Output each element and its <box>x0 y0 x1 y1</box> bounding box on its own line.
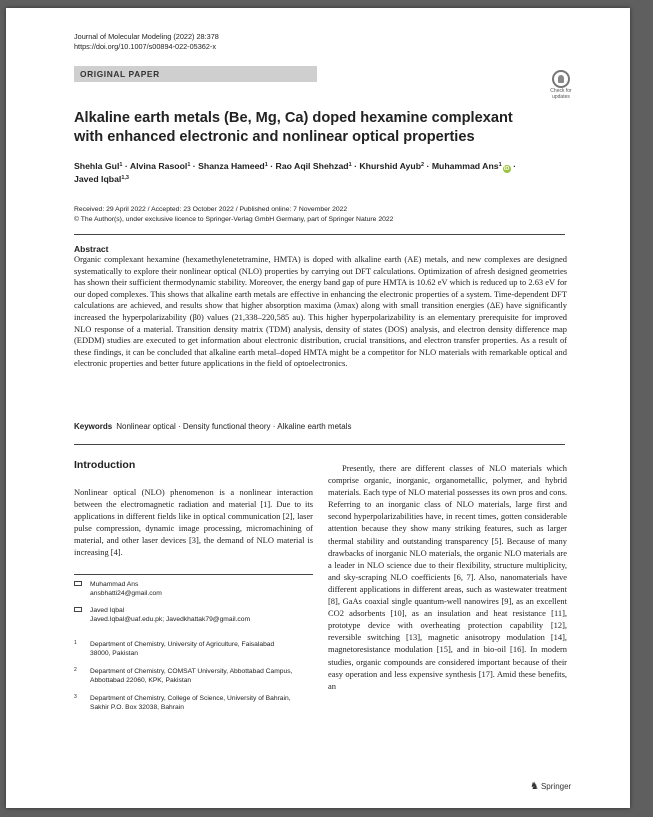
check-for-updates-icon <box>552 70 570 88</box>
affiliation-number: 2 <box>74 667 77 673</box>
keywords-label: Keywords <box>74 422 113 431</box>
contact-name: Javed Iqbal <box>90 607 125 614</box>
divider <box>74 234 565 235</box>
affiliation-text: Department of Chemistry, College of Science, University of Bahrain, Sakhir P.O. Box 32038, Bahrain <box>90 695 291 711</box>
paper-page <box>6 8 630 808</box>
article-title: Alkaline earth metals (Be, Mg, Ca) doped hexamine complexant with enhanced electronic and nonlinear optical properties <box>74 110 513 145</box>
author[interactable]: Shanza Hameed$^1$ <box>198 161 268 171</box>
author-list <box>74 160 554 186</box>
publication-dates <box>74 205 393 224</box>
author-line-1: Shehla Gul$^1$ · Alvina Rasool$^1$ · Shanza Hameed$^1$ · Rao Aqil Shehzad$^1$ · Khurshid Ayub$^2$ · Muhammad Ans$^1$iD · <box>74 161 516 172</box>
journal-line: Journal of Molecular Modeling (2022) 28:378 <box>74 32 219 41</box>
author[interactable]: Khurshid Ayub$^2$ <box>359 161 425 171</box>
springer-horse-icon: ♞ <box>530 781 539 792</box>
keywords <box>74 422 351 431</box>
contact-name: Muhammad Ans <box>90 581 139 588</box>
orcid-icon[interactable]: iD <box>503 166 510 172</box>
author[interactable]: Muhammad Ans$^1$ <box>431 161 502 171</box>
intro-left-paragraph: Nonlinear optical (NLO) phenomenon is a nonlinear interaction between the electromagnetic radiation and material [1]. Due to its applications in different fields like in optical communication [2], laser pulse compression, dynamic image processing, micromachining of material, and other laser devices [3], the demand of NLO material is increasing [4]. <box>74 487 313 557</box>
section-heading-introduction: Introduction <box>74 459 136 471</box>
author[interactable]: Shehla Gul$^1$ <box>74 161 123 171</box>
author[interactable]: Javed Iqbal$^{1,3}$ <box>74 174 129 184</box>
divider <box>74 444 565 445</box>
abstract-text: Organic complexant hexamine (hexamethylenetetramine, HMTA) is doped with alkaline earth (AE) metals, and new complexes are designed systematically to explore their nonlinear optical (NLO) properties by carrying out DFT calculations. Optimization of afresh designed geometries has shown their sufficient thermodynamic stability. Moreover, the energy band gap of pure HMTA is 10.62 eV which is reduced up to 2.63 eV for our doped complexes. This shows that alkaline earth metals are effective in enhancing the electronic properties of a system. Time-dependent DFT calculations are achieved, and results show that higher absorption maxima (λmax) along with small transition energies (ΔE) have significantly increased the hyperpolarizability (β0) values (21,338–220,585 au). This higher hyperpolarizability is an elementary prerequisite for improved NLO response of a material. Transition density matrix (TDM) analysis, density of states (DOS) analysis, and electron density difference map (EDDM) studies are executed to get information about electronic distribution, crucial transitions, and electron transfer properties. As a result of these findings, it can be concluded that alkaline earth metal–doped HMTA might be a competitor for NLO materials with remarkable optical and electronic properties and better future applications in the field of optoelectronics. <box>74 254 567 369</box>
article-type-banner <box>74 66 317 82</box>
article-type-label: ORIGINAL PAPER <box>80 69 160 79</box>
author-line-2 <box>74 173 554 186</box>
journal-citation <box>74 32 219 52</box>
affiliation-number: 1 <box>74 640 77 646</box>
publisher-name: Springer <box>540 782 572 791</box>
affiliation <box>74 694 294 712</box>
contact-block <box>74 580 162 598</box>
affiliation-text: Department of Chemistry, COMSAT University, Abbottabad Campus, Abbottabad 22060, KPK, Pakistan <box>90 668 293 684</box>
check-for-updates-badge[interactable] <box>547 70 575 104</box>
author[interactable]: Alvina Rasool$^1$ <box>129 161 191 171</box>
publisher-logo <box>530 781 571 792</box>
keywords-text: Nonlinear optical · Density functional theory · Alkaline earth metals <box>116 422 352 431</box>
affiliation <box>74 640 294 658</box>
check-for-updates-label: Check for updates <box>550 88 572 100</box>
author[interactable]: Rao Aqil Shehzad$^1$ <box>275 161 352 171</box>
doi-link[interactable]: https://doi.org/10.1007/s00894-022-05362-x <box>74 42 216 51</box>
copyright-notice: © The Author(s), under exclusive licence to Springer-Verlag GmbH Germany, part of Springer Nature 2022 <box>74 215 394 223</box>
affiliation <box>74 667 294 685</box>
intro-right-paragraph: Presently, there are different classes of NLO materials which comprise organic, inorganic, organometallic, polymer, and hybrid materials. Each type of NLO material possesses its own pros and cons. Referring to an inorganic class of NLO materials, large first and second hyperpolarizabilities have, in recent times, gotten considerable attention because they show many striking features, such as larger thermal stability and outstanding transparency [5]. Because of many drawbacks of inorganic NLO materials, the organic NLO materials are a leader in NLO science due to their flexibility, structure multiplicity, and sky-scraping NLO coefficients [6, 7]. Also, nanomaterials have different applications in different areas, such as wastewater treatment [8], GaAs coaxial single quantum-well nanowires [9], as an excellent CO2 adsorbents [10], as an insulation and heat resistance [11], prototype device with overheating protection capability [12], reversible switching [13], magnetic anisotropy modulation [14], magnetoresistance modulation [15], and in bio-oil [16]. In modern studies, organic compounds are considered important because of their easy operation and less expensive synthesis [17]. Amid these benefits, an <box>328 463 567 691</box>
received-accepted-dates: Received: 29 April 2022 / Accepted: 23 October 2022 / Published online: 7 November 2022 <box>74 206 348 213</box>
abstract-heading: Abstract <box>74 244 109 254</box>
contact-email[interactable]: ansbhatti24@gmail.com <box>90 590 162 597</box>
envelope-icon <box>74 607 82 612</box>
affiliation-text: Department of Chemistry, University of Agriculture, Faisalabad 38000, Pakistan <box>90 641 275 657</box>
divider <box>74 574 313 575</box>
contact-email[interactable]: Javed.Iqbal@uaf.edu.pk; Javedkhattak79@gmail.com <box>90 616 251 623</box>
affiliation-number: 3 <box>74 694 77 700</box>
envelope-icon <box>74 581 82 586</box>
contact-block <box>74 606 250 624</box>
